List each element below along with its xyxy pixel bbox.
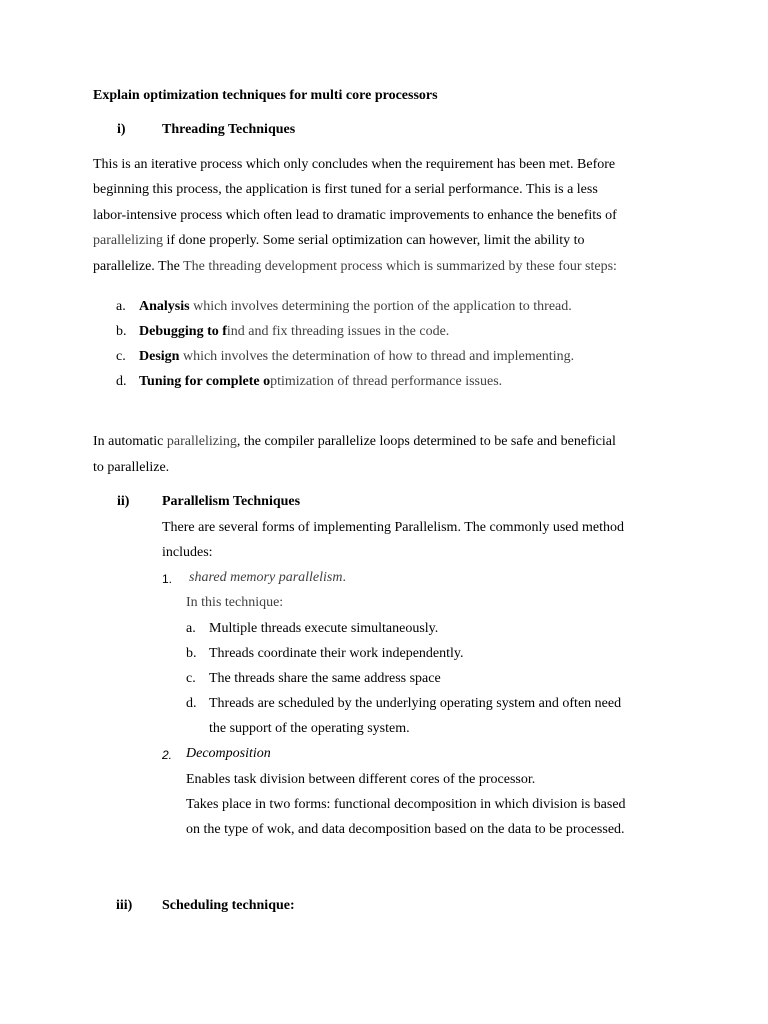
list-marker: d.: [186, 696, 197, 711]
item-title: Decomposition: [186, 746, 271, 761]
list-item: [139, 349, 574, 365]
list-marker: d.: [116, 374, 127, 389]
list-marker: a.: [186, 621, 196, 636]
paragraph-text: if done properly. Some serial optimization can however, limit the ability to: [162, 233, 585, 248]
step-text: which involves determining the portion of the application to thread.: [189, 299, 572, 314]
list-number: 1.: [162, 572, 173, 586]
section-2-heading: Parallelism Techniques: [162, 494, 301, 509]
paragraph-line: includes:: [162, 545, 213, 560]
step-text: ptimization of thread performance issues.: [270, 374, 503, 389]
list-marker: b.: [186, 646, 197, 661]
list-item: [139, 374, 502, 390]
paragraph-line: labor-intensive process which often lead to dramatic improvements to enhance the benefits of: [93, 208, 617, 223]
list-item: [139, 324, 449, 340]
paragraph-line: There are several forms of implementing Parallelism. The commonly used method: [162, 520, 624, 535]
term-parallelizing: parallelizing: [93, 233, 163, 248]
item-title-text: shared memory parallelism: [189, 570, 343, 585]
list-item: Threads coordinate their work independently.: [209, 646, 464, 661]
paragraph-line: [93, 434, 616, 450]
step-bold-label: Debugging to f: [139, 324, 227, 339]
list-item: [139, 299, 572, 315]
item-title: [189, 570, 346, 586]
paragraph-line: beginning this process, the application is first tuned for a serial performance. This is a less: [93, 182, 598, 197]
item-title-suffix: .: [342, 570, 346, 585]
paragraph-line: [93, 233, 585, 249]
section-3-number: iii): [116, 898, 133, 913]
paragraph-text: , the compiler parallelize loops determined to be safe and beneficial: [236, 434, 616, 449]
paragraph-text: parallelize. The: [93, 259, 184, 274]
list-item: Threads are scheduled by the underlying operating system and often need: [209, 696, 622, 711]
list-item: Multiple threads execute simultaneously.: [209, 621, 439, 636]
step-text: which involves the determination of how to thread and implementing.: [179, 349, 575, 364]
list-marker: c.: [116, 349, 126, 364]
paragraph-line: [93, 259, 617, 275]
paragraph-gray-text: The threading development process which is summarized by these four steps:: [183, 259, 617, 274]
step-bold-label: Tuning for complete o: [139, 374, 271, 389]
list-marker: c.: [186, 671, 196, 686]
paragraph-line: Enables task division between different cores of the processor.: [186, 772, 536, 787]
document-title: Explain optimization techniques for multi core processors: [93, 88, 438, 103]
paragraph-line: This is an iterative process which only concludes when the requirement has been met. Before: [93, 157, 616, 172]
paragraph-line: Takes place in two forms: functional decomposition in which division is based: [186, 797, 626, 812]
list-marker: a.: [116, 299, 126, 314]
paragraph-line: to parallelize.: [93, 460, 170, 475]
section-1-heading: Threading Techniques: [162, 122, 296, 137]
list-number: 2.: [162, 748, 173, 762]
section-2-number: ii): [117, 494, 130, 509]
step-text: ind and fix threading issues in the code.: [226, 324, 450, 339]
section-3-heading: Scheduling technique:: [162, 898, 295, 913]
term-parallelizing: parallelizing: [166, 434, 237, 449]
paragraph-line: on the type of wok, and data decomposition based on the data to be processed.: [186, 822, 625, 837]
list-item-continuation: the support of the operating system.: [209, 721, 410, 736]
list-item: The threads share the same address space: [209, 671, 441, 686]
list-marker: b.: [116, 324, 127, 339]
section-1-number: i): [117, 122, 126, 137]
step-bold-label: Design: [139, 349, 180, 364]
paragraph-text: In automatic: [93, 434, 167, 449]
item-lead: In this technique:: [186, 595, 284, 610]
step-bold-label: Analysis: [139, 299, 190, 314]
